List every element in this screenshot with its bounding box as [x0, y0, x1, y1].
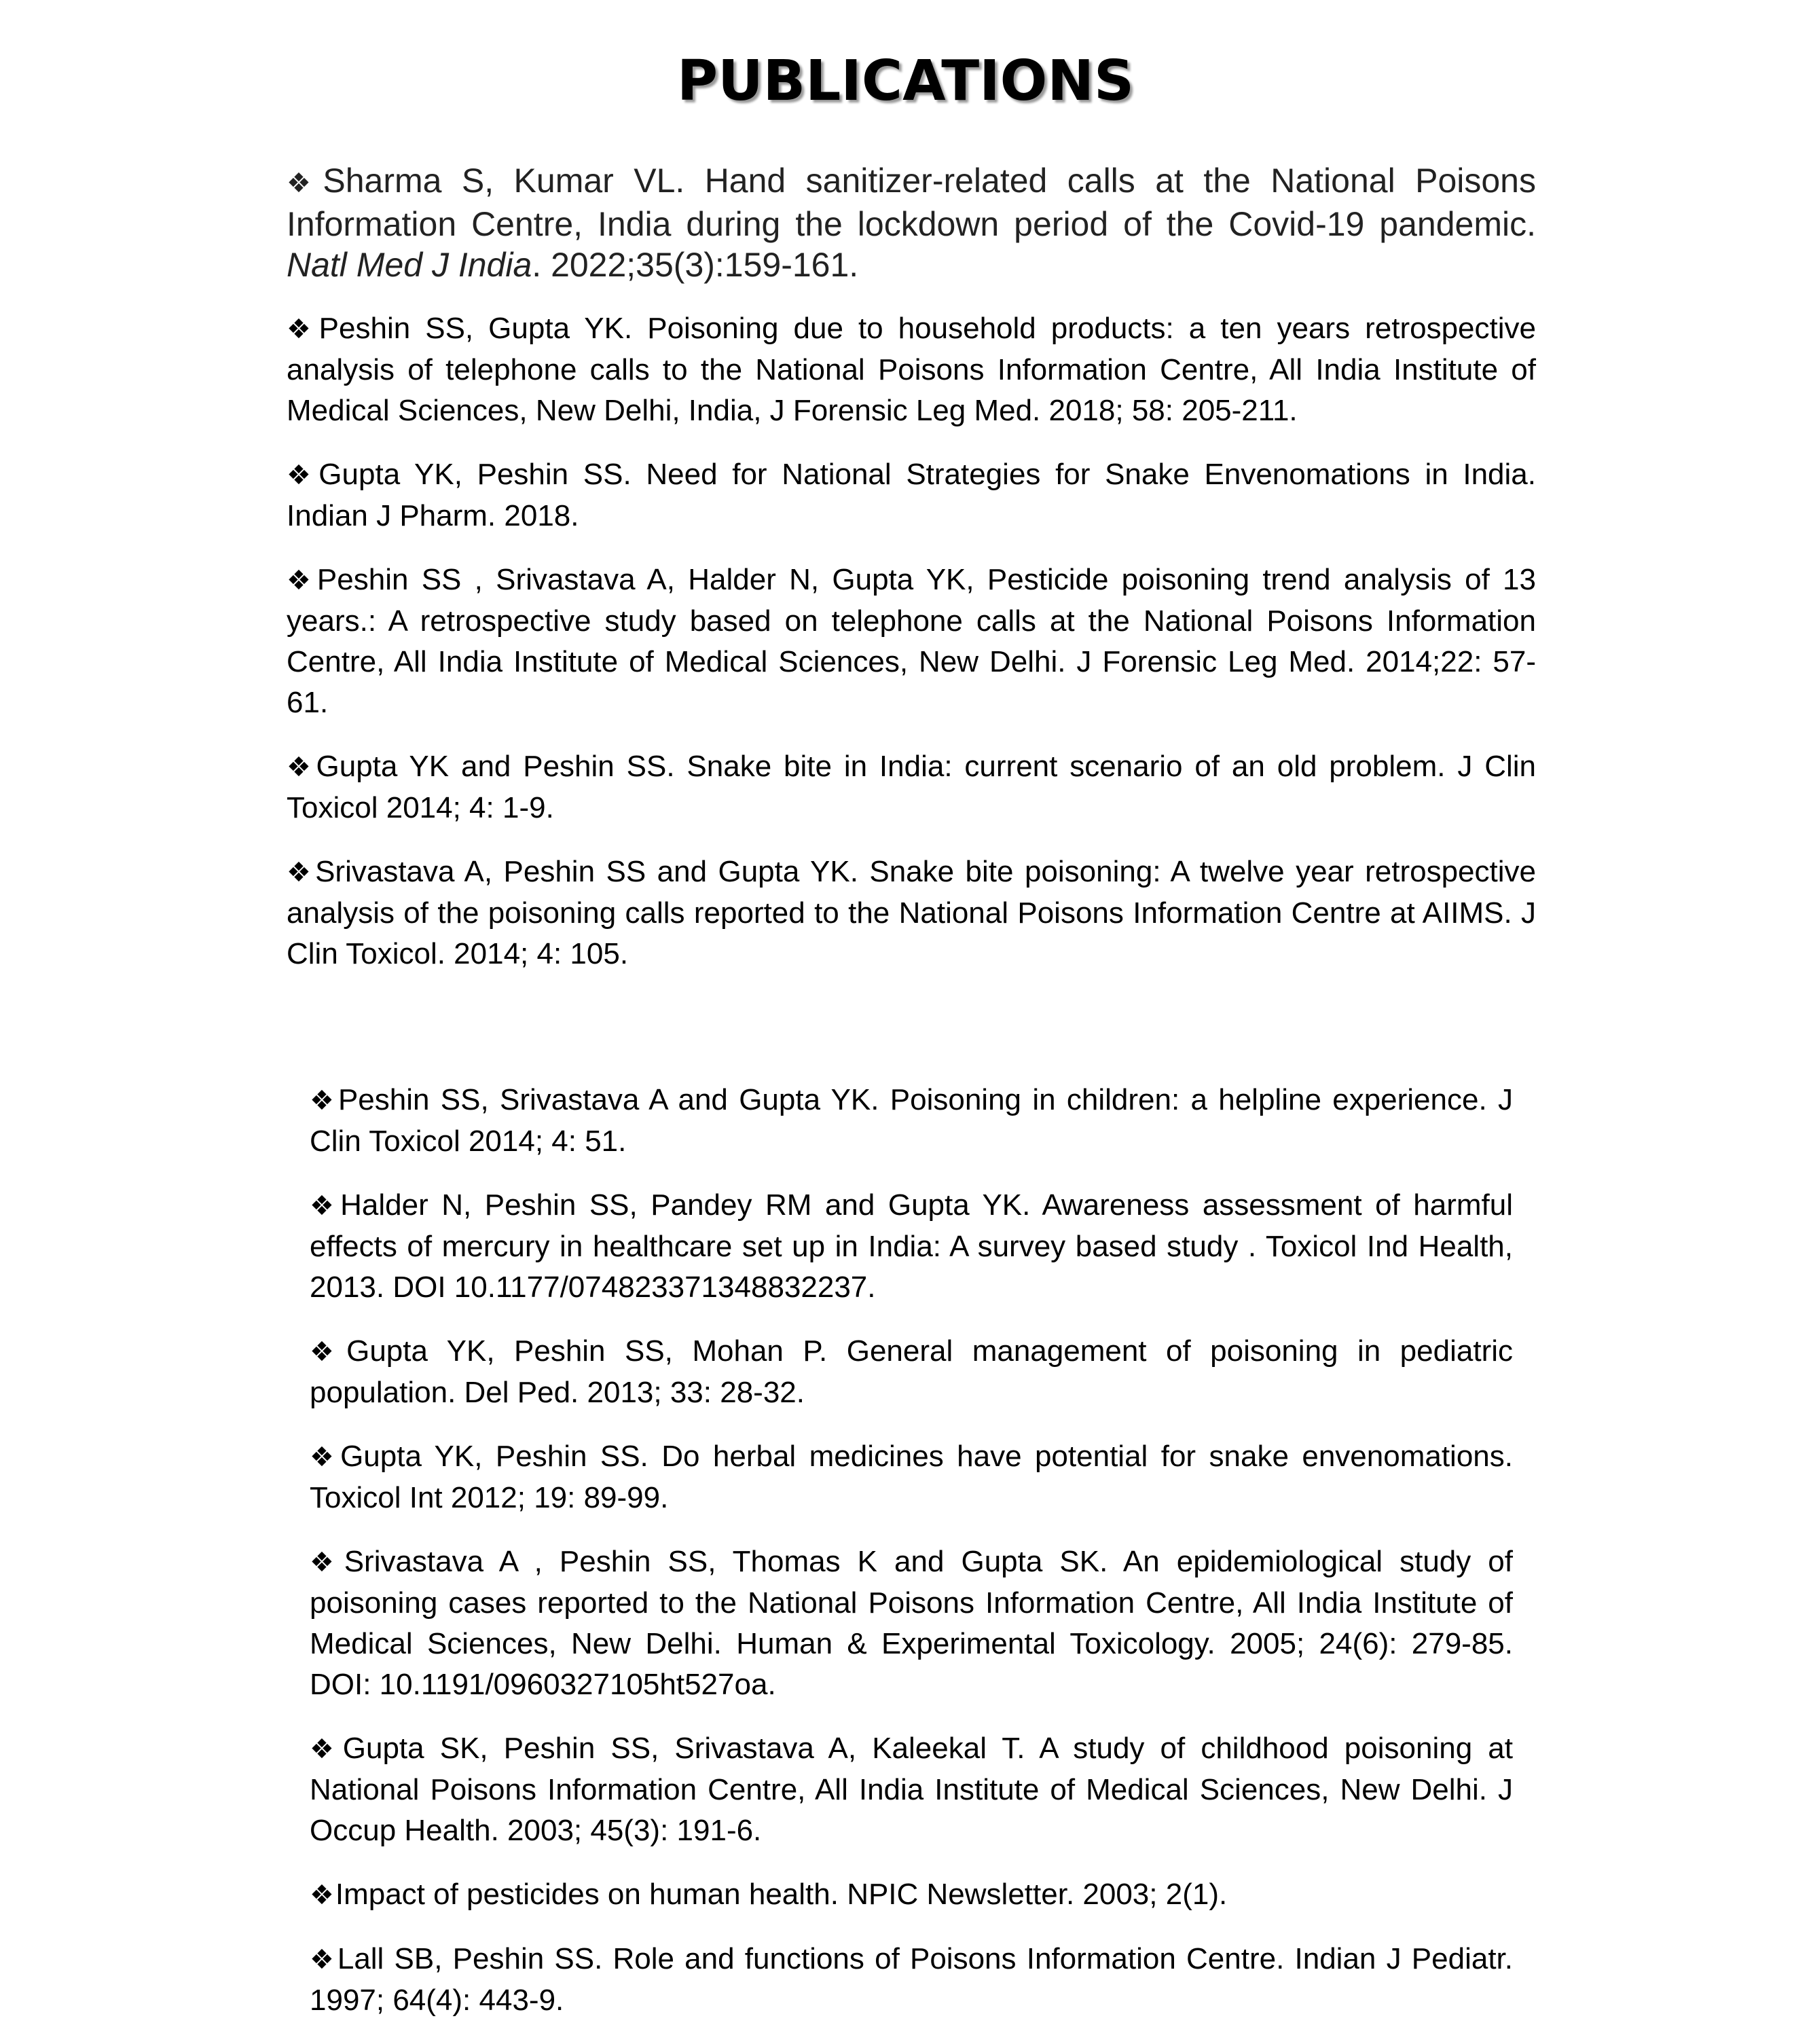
publication-citation: . 2022;35(3):159-161.	[532, 246, 859, 284]
publication-item	[310, 1541, 1513, 1705]
diamond-bullet-icon: ❖	[287, 168, 322, 199]
publication-text: Impact of pesticides on human health. NPIC Newsletter. 2003; 2(1).	[335, 1878, 1228, 1911]
diamond-bullet-icon: ❖	[287, 752, 315, 783]
publication-text: Gupta SK, Peshin SS, Srivastava A, Kaleekal T. A study of childhood poisoning at National Poisons Information Centre, All India Institute of Medical Sciences, New Delhi. J Occup Health. 2003; 45(3): 191-6.	[310, 1732, 1513, 1847]
publication-item	[310, 1939, 1513, 2021]
publication-item	[310, 1185, 1513, 1308]
diamond-bullet-icon: ❖	[287, 857, 314, 888]
diamond-bullet-icon: ❖	[310, 1944, 336, 1975]
publication-item	[287, 746, 1536, 828]
diamond-bullet-icon: ❖	[310, 1085, 337, 1116]
publication-text: Peshin SS , Srivastava A, Halder N, Gupta YK, Pesticide poisoning trend analysis of 13 years.: A retrospective study based on telephone calls at the National Poisons Information Centre, All India Institute of Medical Sciences, New Delhi. J Forensic Leg Med. 2014;22: 57-61.	[287, 563, 1537, 719]
publication-text: Srivastava A , Peshin SS, Thomas K and Gupta SK. An epidemiological study of poisoning cases reported to the National Poisons Information Centre, All India Institute of Medical Sciences, New Delhi. Human & Experimental Toxicology. 2005; 24(6): 279-85. DOI: 10.1191/0960327105ht527oa.	[310, 1545, 1514, 1701]
publication-item	[287, 308, 1536, 431]
publication-text: Gupta YK, Peshin SS. Need for National Strategies for Snake Envenomations in India. Indian J Pharm. 2018.	[287, 458, 1537, 532]
publication-item	[287, 160, 1536, 285]
journal-name: Natl Med J India	[287, 246, 532, 284]
publication-text: Halder N, Peshin SS, Pandey RM and Gupta YK. Awareness assessment of harmful effects of mercury in healthcare set up in India: A survey based study . Toxicol Ind Health, 2013. DOI 10.1177/074823371348832237.	[310, 1188, 1514, 1304]
publication-item	[287, 560, 1536, 723]
publication-item	[310, 1331, 1513, 1413]
diamond-bullet-icon: ❖	[287, 565, 316, 596]
diamond-bullet-icon: ❖	[310, 1734, 342, 1765]
diamond-bullet-icon: ❖	[287, 314, 318, 345]
publication-text: Gupta YK, Peshin SS, Mohan P. General management of poisoning in pediatric population. Del Ped. 2013; 33: 28-32.	[310, 1334, 1513, 1409]
publication-item	[287, 852, 1536, 974]
publication-item	[310, 1874, 1513, 1916]
publication-text: Gupta YK, Peshin SS. Do herbal medicines have potential for snake envenomations. Toxicol Int 2012; 19: 89-99.	[310, 1440, 1513, 1514]
publication-item	[287, 454, 1536, 536]
publication-item	[310, 1728, 1513, 1851]
page-title: PUBLICATIONS	[676, 49, 1135, 113]
publication-item	[310, 1080, 1513, 1162]
publication-text: Srivastava A, Peshin SS and Gupta YK. Snake bite poisoning: A twelve year retrospective analysis of the poisoning calls reported to the National Poisons Information Centre at AIIMS. J Clin Toxicol. 2014; 4: 105.	[287, 855, 1536, 970]
publication-text: Lall SB, Peshin SS. Role and functions of Poisons Information Centre. Indian J Pediatr. 1997; 64(4): 443-9.	[310, 1942, 1513, 2017]
publication-text: Sharma S, Kumar VL. Hand sanitizer-related calls at the National Poisons Information Centre, India during the lockdown period of the Covid-19 pandemic.	[287, 162, 1536, 243]
publication-text: Gupta YK and Peshin SS. Snake bite in India: current scenario of an old problem. J Clin Toxicol 2014; 4: 1-9.	[287, 750, 1536, 824]
diamond-bullet-icon: ❖	[310, 1547, 343, 1578]
publication-item	[310, 1436, 1513, 1518]
diamond-bullet-icon: ❖	[287, 460, 318, 491]
diamond-bullet-icon: ❖	[310, 1190, 340, 1222]
publication-text: Peshin SS, Gupta YK. Poisoning due to household products: a ten years retrospective analysis of telephone calls to the National Poisons Information Centre, All India Institute of Medical Sciences, New Delhi, India, J Forensic Leg Med. 2018; 58: 205-211.	[287, 312, 1536, 427]
diamond-bullet-icon: ❖	[310, 1442, 340, 1473]
publication-text: Peshin SS, Srivastava A and Gupta YK. Poisoning in children: a helpline experience. J Clin Toxicol 2014; 4: 51.	[310, 1083, 1513, 1158]
publications-list-2	[310, 1080, 1513, 2044]
diamond-bullet-icon: ❖	[310, 1336, 346, 1368]
diamond-bullet-icon: ❖	[310, 1880, 334, 1911]
publications-list-1	[287, 160, 1536, 998]
